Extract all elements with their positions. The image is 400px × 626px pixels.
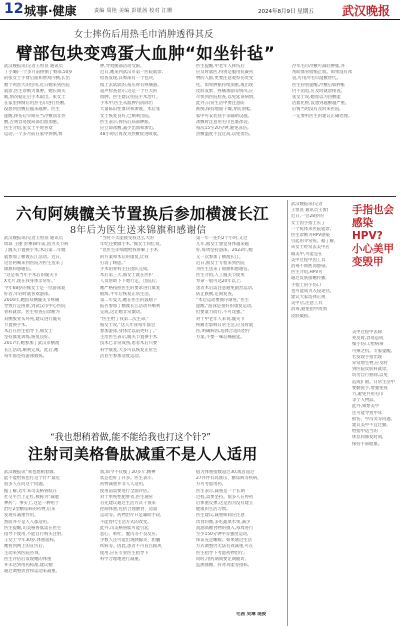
body-text-line: 帮助血管收缩止血。如果没有冰: [292, 70, 353, 76]
body-text-line: 运动等。药物治疗只是辅助手段,: [100, 513, 162, 519]
body-text-line: 提醒,“游泳是很好的康复运动,: [196, 304, 253, 310]
body-text-line: 死皮时,容易造成: [352, 336, 384, 342]
body-text-line: 家中可安装扶手等辅助设施。: [196, 113, 252, 119]
section-title: 城事·健康: [24, 4, 77, 18]
body-text-line: 锻炼,半年后恢复正常生活。: [100, 291, 153, 297]
body-text-line: 控制体重,包括合理膳食、适量: [100, 507, 158, 513]
body-text-line: 方式调整仍无法有效减重,可在: [196, 544, 254, 550]
body-text-line: 社交平台上走红,被称为“减肥: [4, 494, 60, 500]
body-text-line: 造成扩散。日常生活中: [352, 379, 395, 385]
body-text-line: 然而并不是人人都适用。: [4, 519, 52, 525]
body-text-line: 王女士今年30岁,体重超标,: [4, 538, 56, 544]
body-text-line: “医生给了我第二次生命,”: [100, 316, 149, 322]
body-text-line: 年纪还要做手术,”熊女士回忆说,: [100, 242, 161, 248]
body-text-line: 医生提醒,中老年人摔伤后: [196, 64, 245, 69]
body-text-line: 检查发现,其臀部有一个包块,: [100, 76, 155, 82]
body-text-line: 27并伴有高血压、糖尿病等疾病,: [196, 476, 259, 482]
body-text-line: 发现有减重作用。: [4, 513, 39, 519]
body-text-line: 对于单纯性肥胖者,医生通常: [100, 494, 153, 500]
body-text-line: 皮肤破损。: [291, 313, 313, 319]
sidebar-headline: [352, 204, 396, 269]
body-text-line: 手术中,医生从血肿内清除出: [100, 101, 153, 107]
body-text-line: 方可考虑用药。: [196, 482, 227, 488]
body-text-line: 该女士经常去美甲店: [291, 245, 330, 251]
article-subtitle: 8年后为医生送来锦旗和感谢信: [70, 225, 207, 236]
body-text-line: 近日,熊女士专程来到医院: [196, 260, 245, 266]
sidebar-headline-a: 手指也会感染HPV?: [352, 204, 394, 242]
body-text-line: 女士因手指上长了: [291, 220, 326, 226]
body-text-line: 神药”。事实上,这是一种用于: [4, 501, 60, 507]
body-text-line: 的张女士手臂后面和肘窝内侧,长出: [4, 76, 70, 82]
body-text-line: 肿,导致腿部活动受限。: [100, 64, 145, 69]
body-text-line: 跌倒,保持地面干燥,穿防滑鞋,: [196, 107, 252, 113]
body-text-line: 一定要听医生的建议正确处理。: [292, 113, 353, 119]
body-text-line: 过程,需要坚持。很多人在停药: [196, 494, 254, 500]
body-text-line: 医生表示,减重是一个长期: [196, 488, 245, 494]
body-text-line: 大量陈旧性血块和渗液。术后张: [100, 107, 161, 113]
body-text-line: 监测血糖、肝肾功能等指标。: [196, 563, 252, 569]
body-text-line: 科学合理地进行减重。: [100, 556, 143, 562]
body-text-line: 了髋关节置换手术;术后第二年她: [4, 248, 66, 254]
body-text-line: 报名参加了横渡长江活动并顺利: [100, 304, 161, 310]
body-text-line: 尽快到医院检查,以免延误病情。: [196, 95, 258, 101]
body-text-line: 对于中老年人来说,髋关节: [196, 316, 245, 322]
article-subtitle: 女士摔伤后用热毛巾消肿透得其反: [74, 30, 214, 40]
body-text-line: 周琼 王丽 彭攀)8年前,因为关节病: [4, 242, 69, 248]
body-text-line: 的方案和术后的康复,让我: [100, 254, 149, 260]
body-text-line: 医生介绍,张女士平时喜欢: [4, 126, 53, 132]
body-text-line: 美甲过程中因工具: [291, 257, 326, 263]
body-text-line: 摸上去软软的,按压时有疼痛感。: [100, 82, 162, 88]
body-text-line: 可乘之机。专家提醒,: [352, 348, 393, 354]
body-text-line: 消毒,避免指甲周围: [291, 307, 327, 313]
body-text-line: 少数人还可能出现胰腺炎、胆囊: [100, 538, 161, 544]
body-text-line: 锦旗和感谢信。: [4, 267, 35, 273]
body-text-line: 消毒不彻底而感染。: [291, 264, 330, 270]
body-text-line: 医生建议,减重期间应注意: [196, 513, 245, 519]
newspaper-masthead: 武汉晚报: [342, 4, 391, 18]
body-text-line: 主动来到医院咨询。: [4, 550, 43, 556]
article-column: [100, 470, 192, 622]
body-text-line: X光片,现在我身体非常好。”: [4, 279, 56, 285]
body-text-line: 血肿。医生建议住院手术治疗。: [100, 95, 161, 101]
body-text-line: 好,每周坚持游泳。2023年,她: [196, 248, 253, 254]
article-headline: 注射司美格鲁肽减重不是人人适用: [28, 445, 258, 463]
body-text-line: 保证充足睡眠。如果通过生活: [196, 538, 252, 544]
body-text-line: 医生介绍,人工髋关节使用: [196, 273, 245, 279]
body-text-line: 她严格按照医生的要求进行康复: [100, 285, 161, 291]
body-text-line: 休息和修复时间,: [352, 435, 384, 441]
body-text-line: 术后第三天,熊女士就在医护: [100, 273, 153, 279]
body-text-line: 技术已非常成熟,患者术后只要: [100, 341, 158, 347]
body-text-line: 不能替代生活方式的改变。: [100, 519, 152, 525]
issue-date: 2024年8月9日 星期五: [258, 9, 314, 15]
body-text-line: 后体重反弹,这是因为没有建立: [196, 501, 254, 507]
body-text-line: “当时不太能接受我这么大的: [100, 236, 154, 241]
body-text-line: 医生特别提醒,冷敷后如肿胀: [292, 82, 345, 88]
body-text-line: 手术由骨科主任团队完成,: [100, 267, 149, 273]
body-text-line: 患者术后需注意避免剧烈运动,: [196, 285, 254, 291]
body-text-line: 超声检查显示,这是一个巨大的: [100, 88, 158, 94]
body-text-line: 参加游泳,身体比以前更好了。”: [100, 329, 158, 335]
body-text-line: 通过皮肤接触传播,: [291, 276, 327, 282]
body-text-line: 骨科就诊。医生检查后诊断为: [4, 310, 60, 316]
body-text-line: 医生诊断为HPV感染: [291, 233, 330, 239]
body-text-line: 方案,不要一味忍痛拖延。: [196, 335, 245, 341]
body-text-line: 若发现手指出现: [352, 354, 383, 360]
article-column: [4, 64, 96, 194]
body-text-line: 医生表示,摔伤后局部肿胀,: [100, 119, 150, 125]
body-text-line: 一个疣体来医院就诊,: [291, 226, 332, 232]
article-column: [196, 64, 288, 194]
body-text-line: 就参加了横渡长江活动。近日,: [4, 254, 62, 260]
body-text-line: 48小时后再改为热敷促进吸收。: [100, 132, 162, 138]
body-text-line: 建议大家选择正规: [291, 295, 326, 301]
body-text-line: 好者,年轻时就喜欢游泳。: [4, 291, 53, 297]
article-column: [292, 64, 396, 194]
body-text-line: 近日,她来到武汉市第一医院就诊,: [100, 70, 163, 76]
body-text-line: 冷水毛巾冷敷可减轻肿胀,并: [292, 64, 345, 69]
body-text-line: 很多人在问这个问题。: [4, 482, 47, 488]
body-text-line: 丁小璐)一个多月前摔倒了臀部,50岁: [4, 70, 73, 76]
body-text-line: 到医院皮肤科就诊,: [352, 367, 388, 373]
body-text-line: 打消了顾虑。”: [100, 260, 126, 266]
body-text-line: 运动,一个多月前在家中摔倒,臀: [4, 132, 63, 138]
body-text-line: 女士恢复良好,已顺利出院。: [100, 113, 153, 119]
body-text-line: 疾病等。因此,患者不可盲目跟风: [100, 544, 162, 550]
body-text-line: 首先建议通过生活方式干预来: [100, 501, 156, 507]
body-text-line: “这是我当年手术后的髋关节: [4, 273, 58, 279]
body-text-line: 医生指导下考虑药物治疗。: [196, 550, 248, 556]
body-text-line: 坚持康复训练,恢复良好。: [4, 335, 53, 341]
body-text-line: 值为体重指数超过30,或者超过: [196, 470, 255, 475]
body-text-line: 高油高糖食物的摄入,每周进行: [196, 525, 254, 531]
body-text-line: 张女士说,她原以为热敷能: [292, 95, 341, 101]
article-column: [352, 330, 396, 622]
body-text-line: 还可能导致甲床: [352, 410, 383, 416]
body-text-line: 也可能成为入侵途径。: [291, 288, 334, 294]
body-text-line: 此外,日常生活中要注意防: [196, 101, 245, 107]
body-text-line: 后悔当时没有及时来医院,: [292, 107, 341, 113]
body-text-line: 状态也好了许多。医生表示,: [100, 476, 153, 482]
body-text-line: 据了解,近年来司美格鲁肽在: [4, 488, 57, 494]
body-text-line: 给指甲适当的: [352, 429, 378, 435]
body-text-line: 第二年夏天,她在医生的鼓励下: [100, 298, 158, 304]
body-text-line: 使用前需要进行全面评估。: [100, 488, 152, 494]
body-text-line: “但医生详细地给我讲解了手术: [100, 248, 159, 254]
body-text-line: 长江活动,顺利完成。此后,她: [4, 347, 59, 353]
body-text-line: 使用,应在专业医生指导下: [100, 550, 149, 556]
body-text-line: 每次15至20分钟,避免冻伤。: [196, 126, 252, 132]
body-text-line: 武汉晚报讯(记者王恒熹 通讯员: [4, 236, 63, 241]
body-text-line: 近日,一位28岁的: [291, 214, 324, 220]
body-text-line: 在家里摔倒后用热毛巾进行热敷,: [4, 101, 66, 107]
body-text-line: 饮食均衡,多吃蔬菜水果,减少: [196, 519, 251, 525]
body-text-line: 切勿自行抠除,以免: [352, 373, 388, 379]
body-text-line: 等个人物品。: [352, 398, 378, 404]
body-text-line: 要勤洗手,增强免疫: [352, 385, 388, 391]
body-text-line: 异常增生物,应及时: [352, 361, 388, 367]
editor-credits: 责编 周艳 美编 彭银茜 校对 江珊: [94, 8, 173, 14]
page-number: 12: [4, 1, 24, 17]
body-text-line: 指导下使用,不能自行购买注射。: [4, 532, 66, 538]
body-text-line: 通过调整饮食和运动来减重。: [4, 569, 60, 575]
body-text-line: 武汉晚报讯(记者王恒熹 通讯员: [4, 64, 63, 69]
body-text-line: 每年都坚持游泳锻炼。: [4, 353, 47, 359]
body-text-line: 没想到热敷后越来越肿。医生: [4, 107, 60, 113]
pull-quote: “我也想稍着做,能不能给我也打这个针?”: [50, 433, 211, 443]
body-text-line: 完成,这让她非常激动。: [100, 310, 145, 316]
body-text-line: 2017年,她参加了武汉市横渡: [4, 341, 60, 347]
article-column: [4, 236, 96, 424]
body-text-line: 她看到网上的宣传后,: [4, 544, 45, 550]
body-text-line: 活血化瘀,没想到越敷越严重。: [292, 101, 350, 107]
body-text-line: 武汉晚报讯“我也想稍着做,: [4, 470, 55, 475]
body-text-line: 寿命一般可达20年以上,: [196, 279, 242, 285]
body-text-line: 损伤、甲沟炎等问题,: [352, 416, 393, 422]
body-text-line: 科学康复,大多可以恢复正常生: [100, 347, 158, 353]
article-column: [196, 236, 284, 424]
body-text-line: 仍不消退,应及时就诊排查。: [292, 88, 345, 94]
body-text-line: 医生提醒,司美格鲁肽需在医生: [4, 525, 62, 531]
article-headline: 臂部包块变鸡蛋大血肿“如坐针毡”: [16, 44, 276, 63]
body-text-line: 手指上的小伤口: [291, 282, 322, 288]
body-text-line: 这位阿姨来到医院为医生送来了: [4, 260, 65, 266]
body-text-line: 细小伤口,给病毒: [352, 342, 384, 348]
body-text-line: 化。如果肿胀持续加重,或出现: [196, 82, 254, 88]
body-text-line: 能不能给我也打这个针?”最近: [4, 476, 61, 482]
body-text-line: 节置换手术。: [4, 322, 30, 328]
section-divider: [4, 196, 396, 197]
body-text-line: 此外,司美格鲁肽可能引起: [100, 525, 149, 531]
body-text-line: 主治医生表示,髋关节置换手术: [100, 335, 158, 341]
body-text-line: 热敷温度不宜过高,以免烫伤。: [196, 132, 254, 138]
body-text-line: 袋,可用冷毛巾湿敷替代。: [292, 76, 341, 82]
body-text-line: 医,明确病因,选择合适的治疗: [196, 329, 251, 335]
body-text-line: 至少150分钟中等强度运动,: [196, 532, 249, 538]
article-column: [100, 64, 192, 194]
body-text-line: 引起的寻常疣。据了解,: [291, 239, 336, 245]
column-divider: [287, 200, 288, 626]
body-text-line: 就诊,医生诊断为血肿。她长期失: [4, 88, 66, 94]
body-text-line: 美甲过程中去除: [352, 330, 383, 335]
body-text-line: 医生评估后发现她的体重: [4, 556, 52, 562]
page-header: [0, 0, 400, 20]
body-text-line: 敷,否则容易使局部出血加重。: [4, 119, 62, 125]
body-text-line: 王恒熹 通讯员王蕾): [291, 208, 329, 214]
article-column: [100, 236, 192, 424]
article-column: [4, 470, 96, 622]
body-text-line: 物的人群,更要注意观察伤处变: [196, 76, 254, 82]
body-text-line: 疼痛若影响日常生活,应及时就: [196, 322, 254, 328]
body-text-line: 保持手部健康。: [352, 441, 383, 447]
body-text-line: 几年,熊女士感觉身体越来越: [196, 242, 249, 248]
body-text-line: 并未达到用药标准,建议她: [4, 563, 53, 569]
article-headline: 六旬阿姨髋关节置换后参加横渡长江: [16, 205, 269, 223]
article-column: [291, 202, 349, 622]
body-text-line: 第一年一连约2个小时,又过: [196, 236, 248, 241]
body-text-line: 双侧股骨头坏死,建议进行髋关: [4, 316, 62, 322]
body-text-line: 导致行走困难,到武汉市中心医院: [4, 304, 66, 310]
body-text-line: 2016年,她因双侧髋关节疼痛: [4, 298, 60, 304]
body-text-line: 医生介绍,HPV可: [291, 270, 323, 276]
body-text-line: 冰敷时注意用毛巾包裹冰袋,: [196, 119, 249, 125]
body-text-line: 建议美甲不宜过勤,: [352, 423, 388, 429]
sidebar-headline-b: 小心美甲变毁甲: [352, 243, 394, 268]
body-text-line: 皮肤发紫、疼痛加剧等情况,应: [196, 88, 254, 94]
body-text-line: 眠,情况稳定后手术取出。张女士: [4, 95, 66, 101]
body-text-line: 加,如今不仅瘦了20多斤,精神: [100, 470, 156, 475]
body-text-line: 武汉晚报讯(记者: [291, 202, 323, 207]
body-text-line: 力,避免共用毛巾: [352, 392, 384, 398]
body-text-line: 提醒,摔伤后早期应当冷敷而非热: [4, 113, 66, 119]
article-column: [196, 470, 284, 622]
body-text-line: 应及时就医,特别是服用抗凝药: [196, 70, 254, 76]
body-text-line: 但要量力而行,不可逞强。”: [196, 310, 245, 316]
body-text-line: 做美甲,可能是在: [291, 251, 323, 257]
body-text-line: “术后运动要循序渐进,”医生: [196, 298, 250, 304]
body-text-line: 人员帮助下下地行走。出院后,: [100, 279, 158, 285]
body-text-line: 又一次参加了横渡长江。: [196, 254, 244, 260]
body-text-line: 数个鸡蛋大的包块,近日她来到医院: [4, 82, 70, 88]
body-text-line: 今年68岁的熊女士是一位游泳爱: [4, 285, 66, 291]
author-signature: 毛茜 吴琳 现俊: [236, 612, 267, 617]
body-text-line: 防止跌倒,定期复查。: [196, 291, 237, 297]
body-text-line: 活甚至参加适度运动。: [100, 353, 143, 359]
body-text-line: 恶心、呕吐、腹泻等不良反应,: [100, 532, 158, 538]
body-text-line: 为医生送来了锦旗和感谢信。: [196, 267, 252, 273]
body-text-line: 同时,用药期间要定期随访,: [196, 556, 246, 562]
body-text-line: 美甲店,注意工具: [291, 301, 323, 307]
body-text-line: 治疗2型糖尿病的药物,后来: [4, 507, 56, 513]
body-text-line: 熊女士说,“这几年我每年都会: [100, 322, 156, 328]
body-text-line: 应立即冰敷,减少出血和渗出,: [100, 126, 155, 132]
body-text-line: 药物减重并非人人适用,: [100, 482, 145, 488]
body-text-line: 健康的生活习惯。: [196, 507, 231, 513]
body-text-line: 术后在医生指导下,熊女士: [4, 329, 53, 335]
body-text-line: 此外,频繁美甲: [352, 404, 380, 410]
